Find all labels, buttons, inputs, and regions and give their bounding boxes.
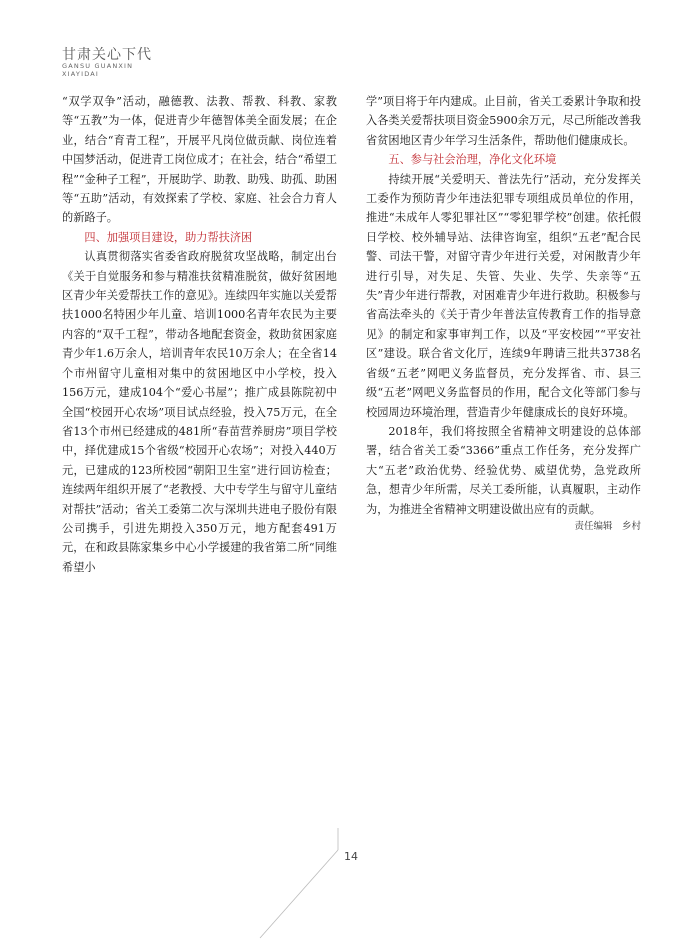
masthead-logo [62, 44, 152, 80]
right-column [366, 92, 641, 535]
section-heading-5: 五、参与社会治理，净化文化环境 [388, 153, 557, 167]
section-heading-4: 四、加强项目建设，助力帮扶济困 [84, 230, 253, 244]
paragraph-continued: “双学双争”活动，融德教、法教、帮教、科教、家教等“五教”为一体，促进青少年德智体美全面发展；在企业，结合“育青工程”，开展平凡岗位做贡献、岗位连着中国梦活动，促进青工岗位成才；在社会，结合“希望工程”“金种子工程”，开展助学、助教、助残、助孤、助困等“五助”活动，有效探索了学校、家庭、社会合力育人的新路子。 [62, 95, 337, 225]
left-column [62, 92, 337, 577]
paragraph-continued: 学”项目将于年内建成。止目前，省关工委累计争取和投入各类关爱帮扶项目资金5900余万元，尽己所能改善我省贫困地区青少年学习生活条件，帮助他们健康成长。 [366, 95, 641, 147]
logo-text: 甘肃关心下代 [62, 47, 152, 63]
logo-english-line2: XIAYIDAI [62, 70, 100, 78]
page-number: 14 [344, 850, 358, 863]
logo-english [62, 62, 133, 78]
paragraph: 认真贯彻落实省委省政府脱贫攻坚战略，制定出台《关于自觉服务和参与精准扶贫精准脱贫，做好贫困地区青少年关爱帮扶工作的意见》。连续四年实施以关爱帮扶1000名特困少年儿童、培训1000名青年农民为主要内容的“双千工程”，带动各地配套资金，救助贫困家庭青少年1.6万余人，培训青年农民10万余人；在全省14个市州留守儿童相对集中的贫困地区中小学校，投入156万元，建成104个“爱心书屋”；推广成县陈院初中全国“校园开心农场”项目试点经验，投入75万元，在全省13个市州已经建成的481所“春苗营养厨房”项目学校中，择优建成15个省级“校园开心农场”；对投入440万元，已建成的123所校园“朝阳卫生室”进行回访检查；连续两年组织开展了“老教授、大中专学生与留守儿童结对帮扶”活动；省关工委第二次与深圳共进电子股份有限公司携手，引进先期投入350万元，地方配套491万元，在和政县陈家集乡中心小学援建的我省第二所“同维希望小 [62, 250, 337, 574]
responsible-editor: 责任编辑 乡村 [574, 520, 641, 532]
logo-english-line1: GANSU GUANXIN [62, 62, 134, 70]
decorative-footer-line [258, 828, 340, 940]
paragraph: 持续开展“关爱明天、普法先行”活动，充分发挥关工委作为预防青少年违法犯罪专项组成员单位的作用，推进“未成年人零犯罪社区”“零犯罪学校”创建。依托假日学校、校外辅导站、法律咨询室，组织“五老”配合民警、司法干警，对留守青少年进行关爱，对闲散青少年进行引导，对失足、失管、失业、失学、失亲等“五失”青少年进行帮教，对困难青少年进行救助。积极参与省高法牵头的《关于青少年普法宣传教育工作的指导意见》的制定和家事审判工作，以及“平安校园”“平安社区”建设。联合省文化厅，连续9年聘请三批共3738名省级“五老”网吧义务监督员，充分发挥省、市、县三级“五老”网吧义务监督员的作用，配合文化等部门参与校园周边环境治理，营造青少年健康成长的良好环境。 [366, 172, 641, 419]
paragraph: 2018年，我们将按照全省精神文明建设的总体部署，结合省关工委“3366”重点工作任务，充分发挥广大“五老”政治优势、经验优势、威望优势，急党政所急，想青少年所需，尽关工委所能，认真履职，主动作为，为推进全省精神文明建设做出应有的贡献。 [366, 424, 641, 516]
